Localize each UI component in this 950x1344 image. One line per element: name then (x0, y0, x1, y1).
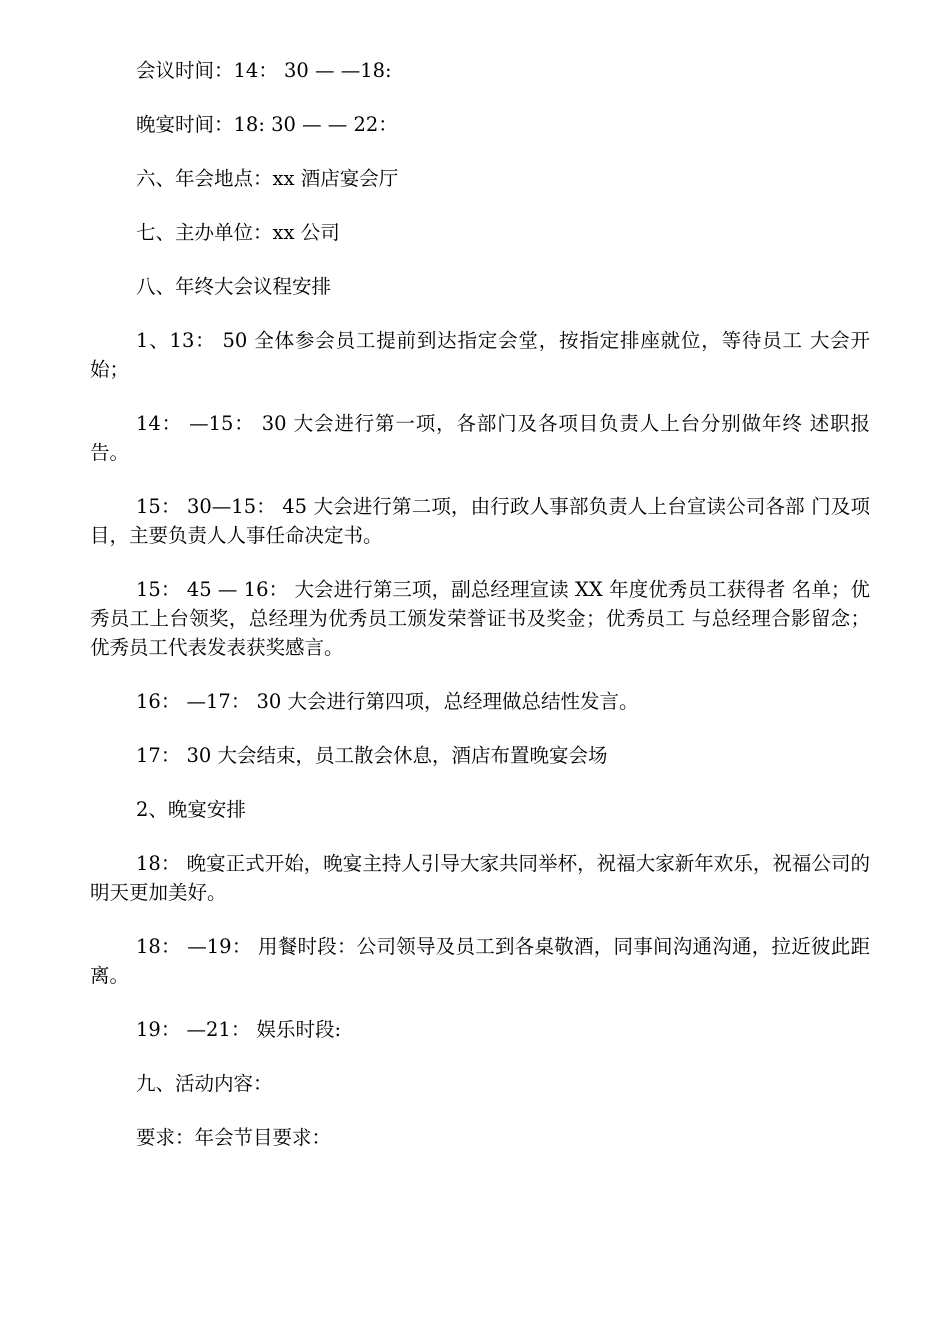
banquet-heading: 2、晚宴安排 (136, 798, 246, 821)
organizer-heading: 七、主办单位：xx 公司 (136, 221, 340, 244)
agenda-item-1: 1、13： 50 全体参会员工提前到达指定会堂，按指定排座就位，等待员工 大会开始； (90, 329, 870, 381)
banquet-item-1: 18： 晚宴正式开始，晚宴主持人引导大家共同举杯，祝福大家新年欢乐，祝福公司的明天更加美好。 (90, 852, 870, 904)
banquet-item-3: 19： —21： 娱乐时段: (136, 1018, 342, 1041)
agenda-item-2: 14： —15： 30 大会进行第一项，各部门及各项目负责人上台分别做年终 述职报告。 (90, 412, 870, 464)
banquet-time: 晚宴时间：18: 30 — — 22： (136, 113, 398, 136)
agenda-heading: 八、年终大会议程安排 (136, 275, 332, 298)
meeting-time: 会议时间：14： 30 — —18: (136, 59, 392, 82)
venue-heading: 六、年会地点：xx 酒店宴会厅 (136, 167, 399, 190)
agenda-item-6: 17： 30 大会结束，员工散会休息，酒店布置晚宴会场 (136, 744, 608, 767)
agenda-item-3: 15： 30—15： 45 大会进行第二项，由行政人事部负责人上台宣读公司各部 门及项目，主要负责人人事任命决定书。 (90, 495, 870, 547)
banquet-item-2: 18： —19： 用餐时段：公司领导及员工到各桌敬酒，同事间沟通沟通，拉近彼此距离。 (90, 935, 870, 987)
requirements-line: 要求：年会节目要求： (136, 1126, 332, 1149)
activity-heading: 九、活动内容： (136, 1072, 273, 1095)
document-page (90, 56, 870, 1177)
agenda-item-4: 15： 45 — 16： 大会进行第三项，副总经理宣读 XX 年度优秀员工获得者 名单；优秀员工上台领奖，总经理为优秀员工颁发荣誉证书及奖金；优秀员工 与总经理合影留念；优秀员工代表发表获奖感言。 (90, 578, 870, 659)
agenda-item-5: 16： —17： 30 大会进行第四项，总经理做总结性发言。 (136, 690, 639, 713)
